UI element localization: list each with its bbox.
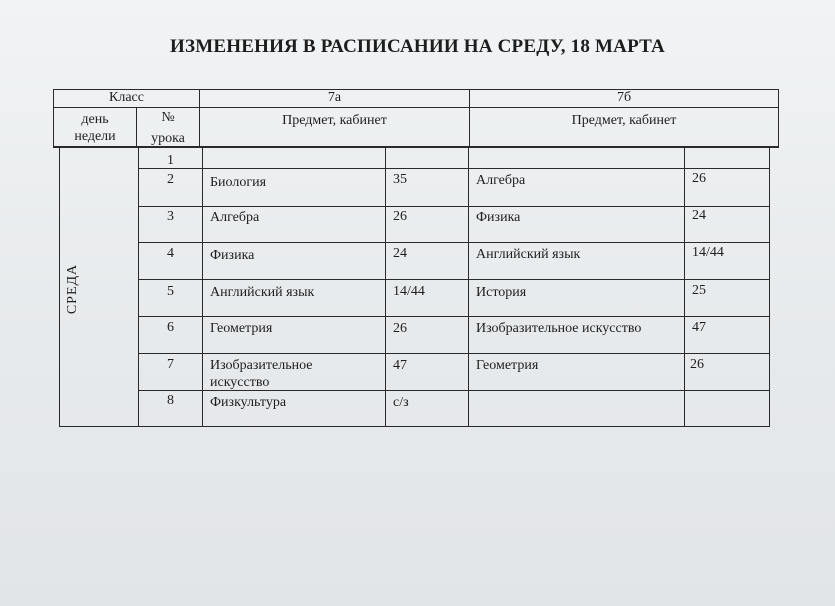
subject-7a: Физкультура xyxy=(210,395,287,410)
page-title: ИЗМЕНЕНИЯ В РАСПИСАНИИ НА СРЕДУ, 18 МАРТА xyxy=(170,36,665,57)
lesson-number: 5 xyxy=(167,284,174,299)
body-bottom-border xyxy=(59,426,770,427)
header-class-label: Класс xyxy=(109,90,144,105)
lesson-number: 4 xyxy=(167,246,174,261)
header-day-label-2: недели xyxy=(74,129,116,144)
subject-7b: Физика xyxy=(476,210,521,225)
subject-7a: Изобразительное xyxy=(210,358,313,373)
room-7b: 26 xyxy=(692,171,706,186)
room-7a: 24 xyxy=(393,246,407,261)
lesson-number: 1 xyxy=(167,153,174,168)
room-7b: 24 xyxy=(692,208,706,223)
day-label-vertical: СРЕДА xyxy=(65,263,80,315)
subject-7a: Физика xyxy=(210,248,255,263)
body-divider-7b xyxy=(468,148,469,427)
header-lesson-label: № xyxy=(161,110,175,125)
header-class-7b: 7б xyxy=(616,90,632,105)
subject-7b: Изобразительное искусство xyxy=(476,321,642,336)
subject-7a: Геометрия xyxy=(210,321,273,336)
lesson-number: 2 xyxy=(167,172,174,187)
body-divider-num xyxy=(202,148,203,427)
room-7a: 26 xyxy=(393,321,407,336)
room-7a: 14/44 xyxy=(393,284,425,299)
room-7b: 47 xyxy=(692,320,706,335)
row-separator xyxy=(138,206,770,207)
row-separator xyxy=(138,316,770,317)
room-7b: 26 xyxy=(690,357,704,372)
header-class-7a: 7а xyxy=(327,90,342,105)
subject-7b: История xyxy=(476,285,527,300)
row-separator xyxy=(138,242,770,243)
room-7b: 14/44 xyxy=(692,245,724,260)
room-7a: 47 xyxy=(393,358,407,373)
lesson-number: 3 xyxy=(167,209,174,224)
lesson-number: 7 xyxy=(167,357,174,372)
body-divider-room-7b xyxy=(684,148,685,427)
header-row-divider xyxy=(53,107,779,108)
row-separator xyxy=(138,279,770,280)
subject-7b: Геометрия xyxy=(476,358,539,373)
header-day-label: день xyxy=(81,112,109,127)
lesson-number: 6 xyxy=(167,320,174,335)
subject-7b: Английский язык xyxy=(476,247,581,262)
room-7a: 26 xyxy=(393,209,407,224)
row-separator xyxy=(138,168,770,169)
body-divider-room-7a xyxy=(385,148,386,427)
room-7b: 25 xyxy=(692,283,706,298)
subject-7a: Биология xyxy=(210,175,267,190)
room-7a: 35 xyxy=(393,172,407,187)
body-right-border xyxy=(769,148,770,427)
subject-7a: Английский язык xyxy=(210,285,315,300)
header-subject-7b: Предмет, кабинет xyxy=(571,113,677,128)
header-subject-7a: Предмет, кабинет xyxy=(282,113,387,128)
subject-7a: Алгебра xyxy=(210,210,260,225)
row-separator xyxy=(138,353,770,354)
subject-7b: Алгебра xyxy=(476,173,526,188)
lesson-number: 8 xyxy=(167,393,174,408)
subject-7a-line-2: искусство xyxy=(210,375,270,390)
room-7a: с/з xyxy=(393,395,409,410)
header-right-border xyxy=(778,89,779,148)
body-left-border xyxy=(59,148,60,427)
header-lesson-label-2: урока xyxy=(151,131,185,146)
